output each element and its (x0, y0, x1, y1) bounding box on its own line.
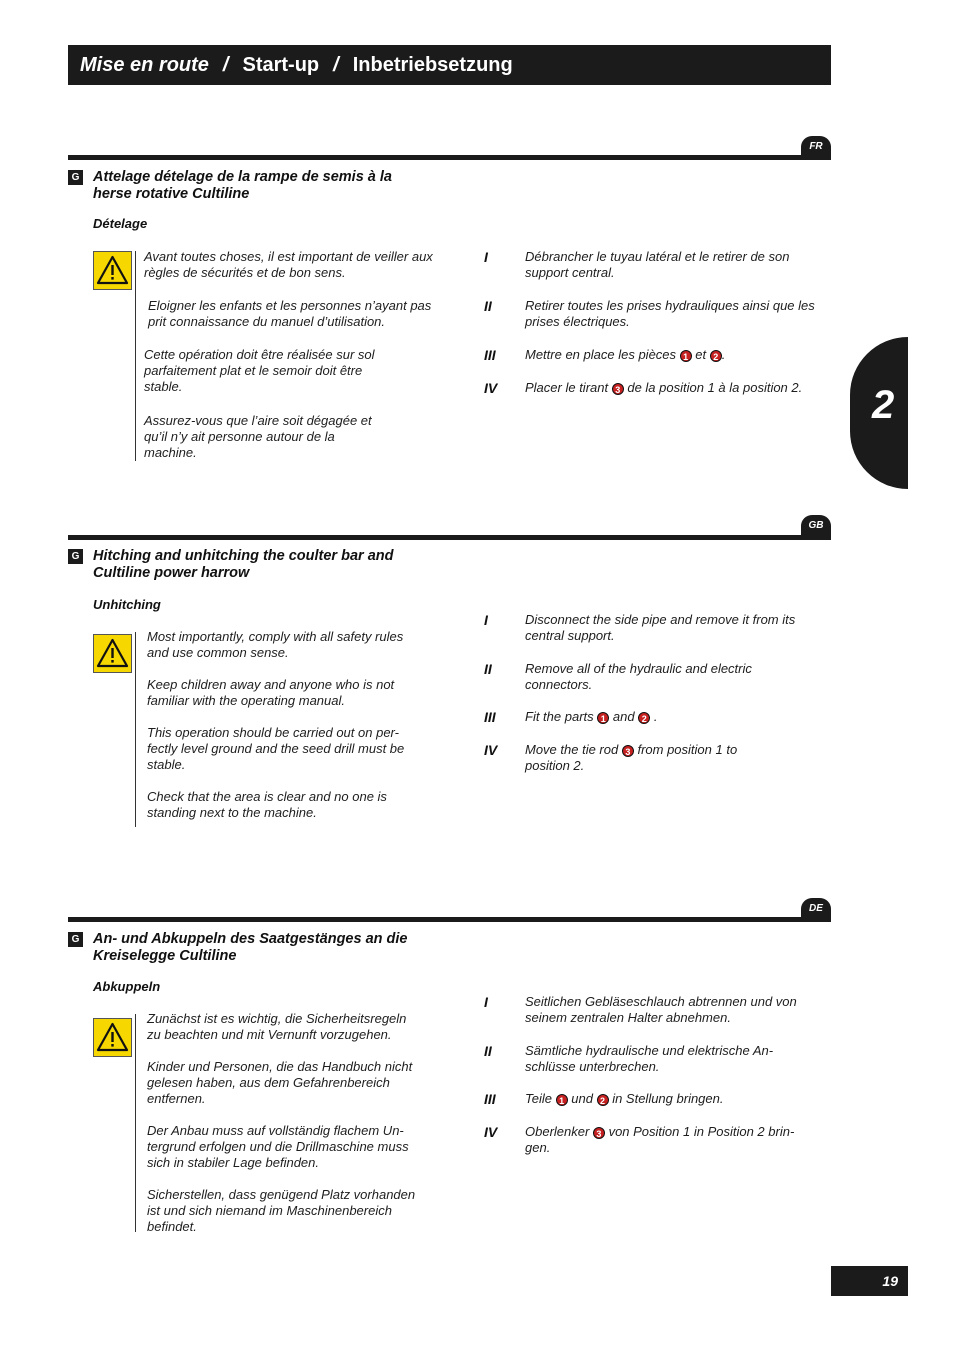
section-title-gb: Hitching and unhitching the coulter bar and Cultiline power harrow (93, 548, 394, 581)
part-number-badge: 2 (638, 712, 650, 724)
section-subtitle-fr: Dételage (93, 216, 148, 231)
section-subtitle-gb: Unhitching (93, 597, 161, 612)
section-title-de: An- und Abkuppeln des Saatgestänges an die Kreiselegge Cultiline (93, 931, 408, 964)
section-marker-gb: G (68, 549, 83, 564)
header-title-de: Inbetriebsetzung (352, 54, 513, 76)
warning-triangle-icon (93, 634, 132, 673)
step-text-part: Move the tie rod (525, 742, 619, 757)
part-number-badge: 3 (593, 1127, 605, 1139)
section-rule-de (68, 917, 831, 922)
warning-text-de-1: Zunächst ist es wichtig, die Sicherheitsregeln zu beachten und mit Vernunft vorzugehen. (147, 1011, 407, 1043)
step-text-de-3 (525, 1091, 815, 1107)
part-number-badge: 2 (597, 1094, 609, 1106)
step-number-de-4: IV (484, 1124, 498, 1140)
warning-text-gb-3: This operation should be carried out on per-fectly level ground and the seed drill must be stable. (147, 725, 405, 773)
header-separator: / (222, 54, 229, 76)
step-number-de-3: III (484, 1091, 496, 1107)
section-subtitle-de: Abkuppeln (93, 979, 161, 994)
step-number-fr-1: I (484, 249, 488, 265)
part-number-badge: 1 (680, 350, 692, 362)
step-text-part: Placer le tirant (525, 380, 609, 395)
warning-text-fr-1: Avant toutes choses, il est important de veiller aux règles de sécurités et de bon sens. (144, 249, 433, 281)
step-text-gb-2: Remove all of the hydraulic and electric connectors. (525, 661, 752, 693)
step-text-gb-3 (525, 709, 815, 725)
header-title-gb: Start-up (242, 54, 320, 76)
warning-text-de-2: Kinder und Personen, die das Handbuch nicht gelesen haben, aus dem Gefahrenbereich entfernen. (147, 1059, 413, 1107)
warning-divider-de (135, 1014, 136, 1232)
header-title (80, 45, 513, 85)
lang-badge-gb: GB (801, 515, 831, 537)
step-number-de-1: I (484, 994, 488, 1010)
step-text-part: . (721, 347, 726, 362)
warning-text-fr-2: Eloigner les enfants et les personnes n’ayant pas prit connaissance du manuel d’utilisation. (148, 298, 432, 330)
section-marker-de: G (68, 932, 83, 947)
part-number-badge: 2 (710, 350, 722, 362)
part-number-badge: 3 (622, 745, 634, 757)
step-text-de-1: Seitlichen Gebläseschlauch abtrennen und von seinem zentralen Halter abnehmen. (525, 994, 797, 1026)
step-number-de-2: II (484, 1043, 492, 1059)
step-text-part: Teile (525, 1091, 552, 1106)
part-number-badge: 1 (556, 1094, 568, 1106)
chapter-number: 2 (872, 383, 895, 427)
page-header (68, 45, 831, 85)
part-number-badge: 3 (612, 383, 624, 395)
section-rule-gb (68, 535, 831, 540)
step-text-part: in Stellung bringen. (612, 1091, 724, 1106)
warning-text-fr-4: Assurez-vous que l’aire soit dégagée et qu’il n’y ait personne autour de la machine. (144, 413, 372, 461)
step-text-gb-1: Disconnect the side pipe and remove it from its central support. (525, 612, 796, 644)
header-separator: / (333, 54, 339, 76)
warning-divider-gb (135, 632, 136, 827)
step-text-part: von Position 1 in Position 2 brin-gen. (525, 1124, 795, 1156)
step-text-fr-1: Débrancher le tuyau latéral et le retirer de son support central. (525, 249, 790, 281)
warning-triangle-icon (93, 251, 132, 290)
section-title-fr: Attelage dételage de la rampe de semis à la herse rotative Cultiline (93, 169, 392, 202)
step-text-part: and (612, 709, 635, 724)
step-number-gb-2: II (484, 661, 492, 677)
step-text-fr-3 (525, 347, 815, 363)
step-text-part: Oberlenker (525, 1124, 590, 1139)
step-text-part: . (653, 709, 658, 724)
step-text-de-2: Sämtliche hydraulische und elektrische An-schlüsse unterbrechen. (525, 1043, 774, 1075)
step-number-gb-4: IV (484, 742, 498, 758)
lang-badge-fr: FR (801, 136, 831, 158)
step-text-de-4 (525, 1124, 810, 1156)
section-marker-fr: G (68, 170, 83, 185)
step-text-fr-2: Retirer toutes les prises hydrauliques ainsi que les prises électriques. (525, 298, 815, 330)
step-text-part: et (695, 347, 707, 362)
warning-text-fr-3: Cette opération doit être réalisée sur sol parfaitement plat et le semoir doit être stable. (144, 347, 375, 395)
step-number-fr-2: II (484, 298, 492, 314)
step-text-part: from position 1 to position 2. (525, 742, 738, 774)
step-text-part: de la position 1 à la position 2. (627, 380, 803, 395)
lang-badge-de: DE (801, 898, 831, 920)
step-number-fr-4: IV (484, 380, 498, 396)
warning-text-gb-2: Keep children away and anyone who is not familiar with the operating manual. (147, 677, 395, 709)
warning-text-de-3: Der Anbau muss auf vollständig flachem Un-tergrund erfolgen und die Drillmaschine muss sich in stabiler Lage befinden. (147, 1123, 409, 1171)
step-text-part: Mettre en place les pièces (525, 347, 677, 362)
step-text-part: und (571, 1091, 593, 1106)
step-text-gb-4 (525, 742, 765, 774)
step-number-gb-1: I (484, 612, 488, 628)
header-title-fr: Mise en route (80, 54, 209, 76)
warning-text-gb-1: Most importantly, comply with all safety rules and use common sense. (147, 629, 404, 661)
page-number: 19 (831, 1266, 908, 1296)
step-number-fr-3: III (484, 347, 496, 363)
warning-text-gb-4: Check that the area is clear and no one is standing next to the machine. (147, 789, 387, 821)
part-number-badge: 1 (597, 712, 609, 724)
warning-triangle-icon (93, 1018, 132, 1057)
step-text-fr-4 (525, 380, 815, 396)
warning-divider-fr (135, 251, 136, 461)
step-text-part: Fit the parts (525, 709, 594, 724)
step-number-gb-3: III (484, 709, 496, 725)
section-rule-fr (68, 155, 831, 160)
warning-text-de-4: Sicherstellen, dass genügend Platz vorhanden ist und sich niemand im Maschinenbereich befindet. (147, 1187, 416, 1235)
